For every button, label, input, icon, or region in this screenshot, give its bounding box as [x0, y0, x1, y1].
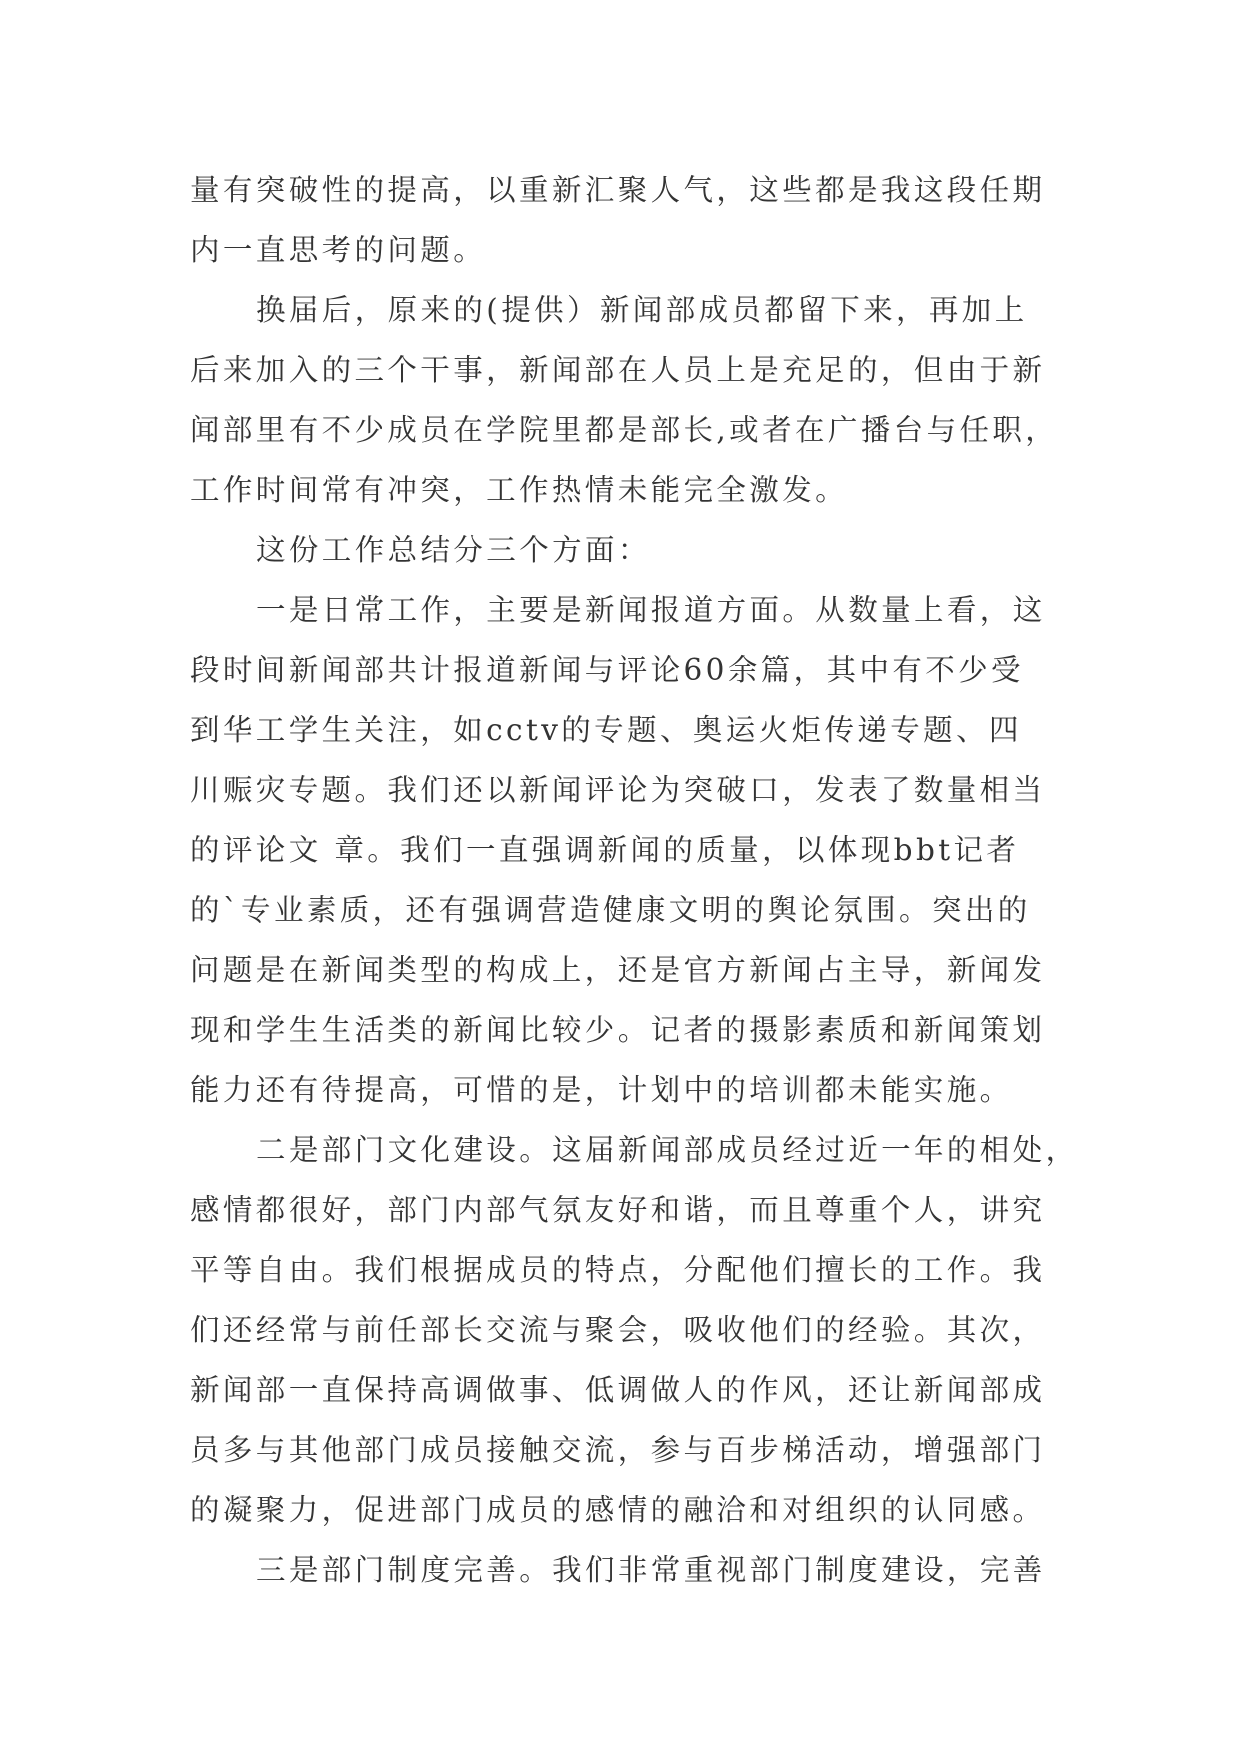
- paragraph-first-line: 换届后，原来的(提供）新闻部成员都留下来，再加上: [256, 293, 1028, 327]
- text-line: 平等自由。我们根据成员的特点，分配他们擅长的工作。我: [190, 1253, 1046, 1287]
- text-line: 们还经常与前任部长交流与聚会，吸收他们的经验。其次，: [190, 1313, 1046, 1347]
- text-line: 工作时间常有冲突，工作热情未能完全激发。: [190, 473, 849, 507]
- text-line: 段时间新闻部共计报道新闻与评论60余篇，其中有不少受: [190, 653, 1024, 687]
- text-line: 川赈灾专题。我们还以新闻评论为突破口，发表了数量相当: [190, 773, 1046, 807]
- text-line: 的评论文 章。我们一直强调新闻的质量，以体现bbt记者: [190, 833, 1020, 867]
- paragraph-first-line: 这份工作总结分三个方面：: [256, 533, 651, 567]
- text-line: 量有突破性的提高，以重新汇聚人气，这些都是我这段任期: [190, 173, 1046, 207]
- text-line: 闻部里有不少成员在学院里都是部长,或者在广播台与任职，: [190, 413, 1059, 447]
- text-line: 内一直思考的问题。: [190, 233, 487, 267]
- text-line: 新闻部一直保持高调做事、低调做人的作风，还让新闻部成: [190, 1373, 1046, 1407]
- text-line: 到华工学生关注，如cctv的专题、奥运火炬传递专题、四: [190, 713, 1022, 747]
- text-line: 员多与其他部门成员接触交流，参与百步梯活动，增强部门: [190, 1433, 1046, 1467]
- text-line: 后来加入的三个干事，新闻部在人员上是充足的，但由于新: [190, 353, 1046, 387]
- paragraph-first-line: 三是部门制度完善。我们非常重视部门制度建设，完善: [256, 1553, 1046, 1587]
- paragraph-first-line: 二是部门文化建设。这届新闻部成员经过近一年的相处，: [256, 1133, 1079, 1167]
- document-body: [190, 160, 1079, 1600]
- text-line: 能力还有待提高，可惜的是，计划中的培训都未能实施。: [190, 1073, 1013, 1107]
- text-line: 的`专业素质，还有强调营造健康文明的舆论氛围。突出的: [190, 893, 1031, 927]
- text-line: 感情都很好，部门内部气氛友好和谐，而且尊重个人，讲究: [190, 1193, 1046, 1227]
- text-line: 的凝聚力，促进部门成员的感情的融洽和对组织的认同感。: [190, 1493, 1046, 1527]
- text-line: 现和学生生活类的新闻比较少。记者的摄影素质和新闻策划: [190, 1013, 1046, 1047]
- text-line: 问题是在新闻类型的构成上，还是官方新闻占主导，新闻发: [190, 953, 1046, 987]
- paragraph-first-line: 一是日常工作，主要是新闻报道方面。从数量上看，这: [256, 593, 1046, 627]
